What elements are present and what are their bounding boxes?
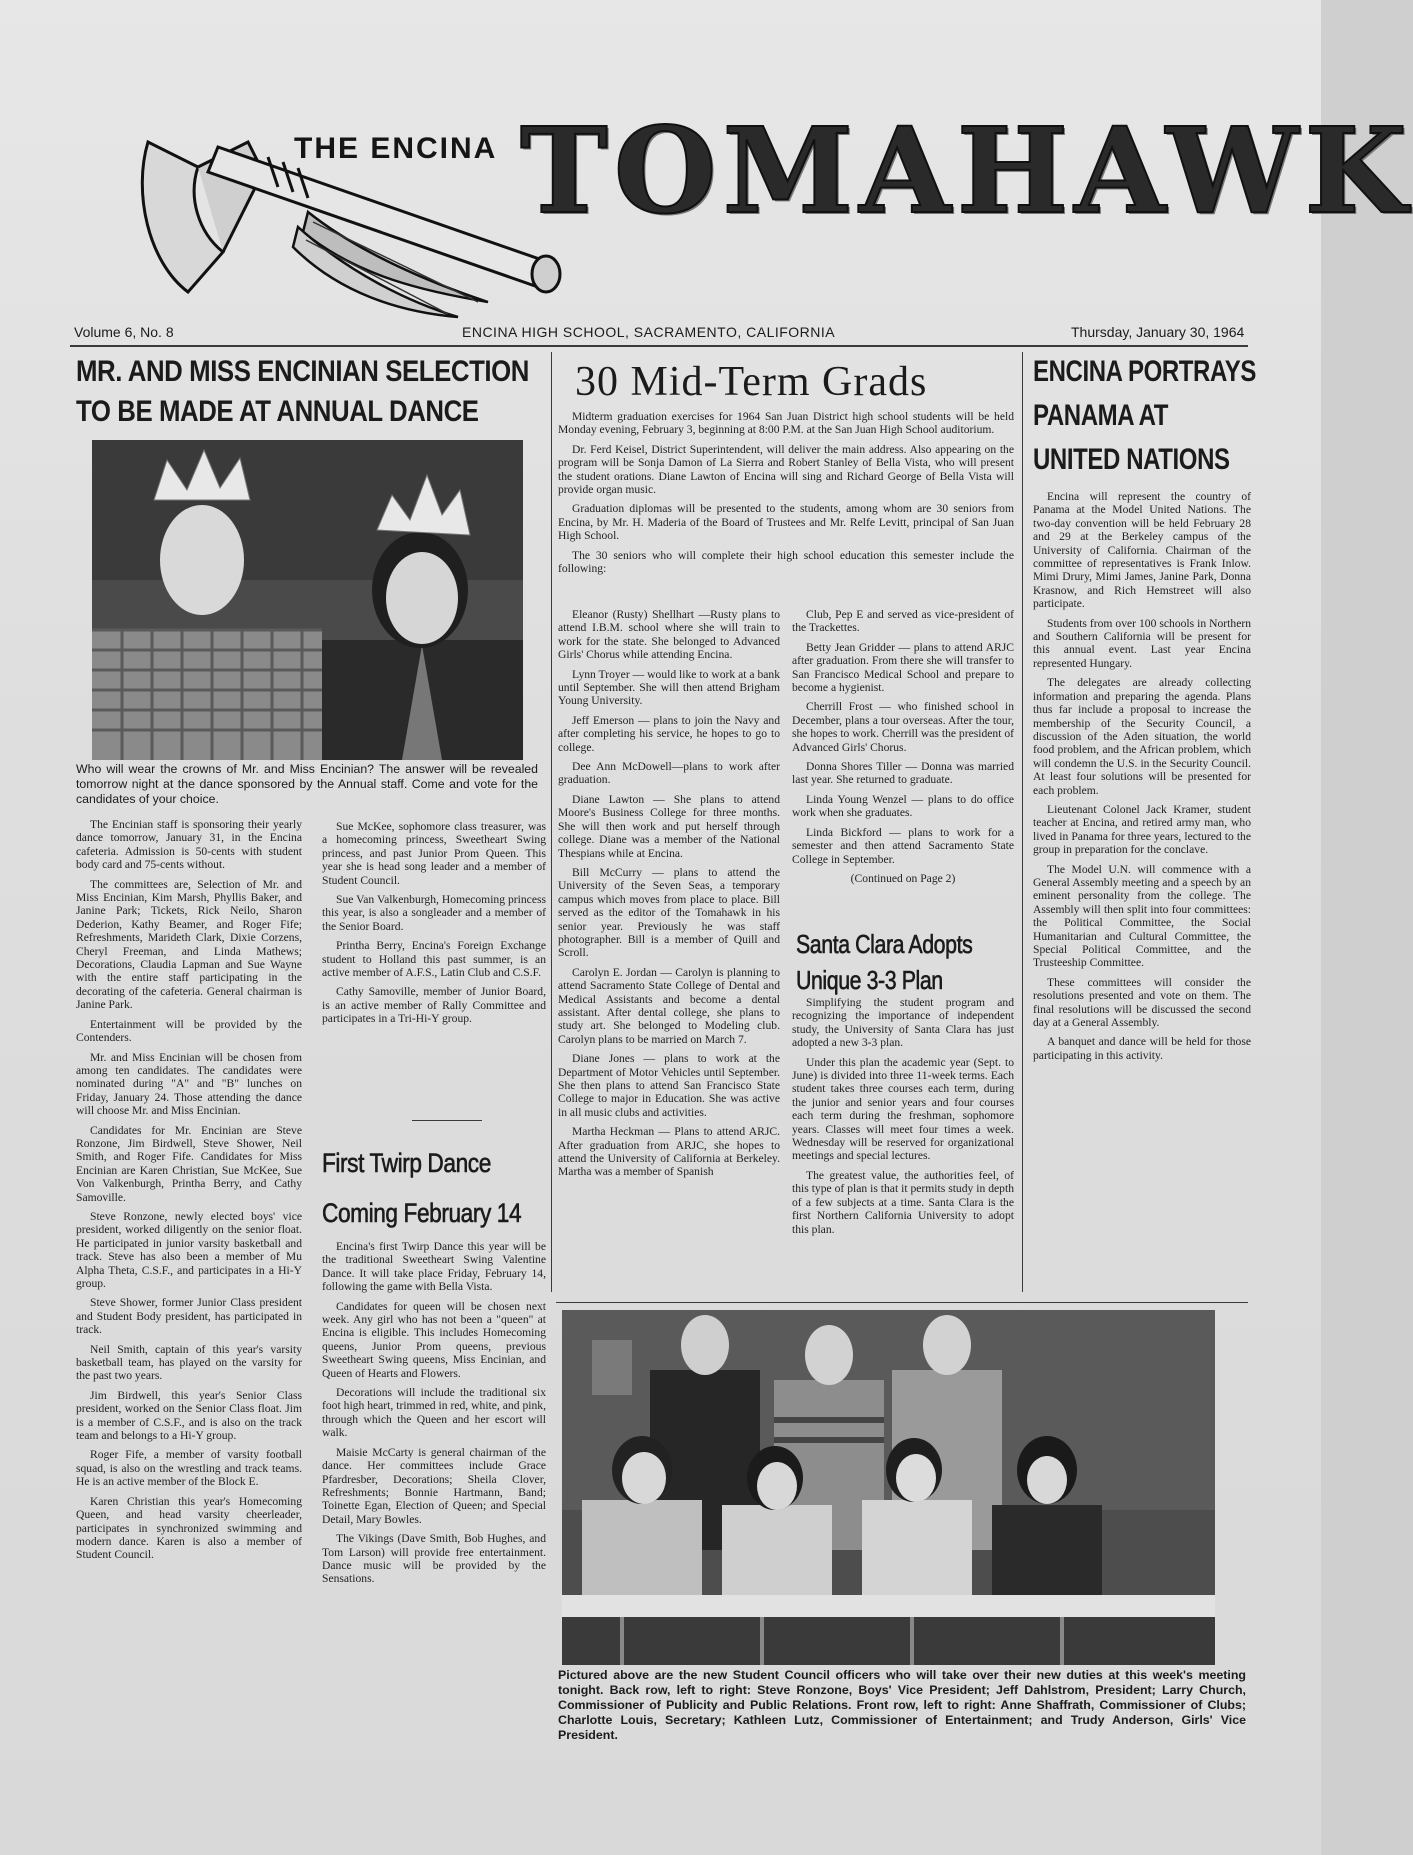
issue-date: Thursday, January 30, 1964: [1071, 324, 1245, 340]
article-separator: [412, 1120, 482, 1121]
paragraph: Linda Bickford — plans to work for a semester and then attend Sacramento State College in September.: [792, 825, 1014, 866]
panama-headline: [1033, 350, 1256, 482]
paragraph: Linda Young Wenzel — plans to do office work when she graduates.: [792, 792, 1014, 820]
paragraph: Candidates for Mr. Encinian are Steve Ronzone, Jim Birdwell, Steve Shower, Neil Smith, and Roger Fife. Candidates for Miss Encinian are Karen Christian, Sue McKee, Sue Von Valkenburgh, Printha Berry, and Cathy Samoville.: [76, 1123, 302, 1204]
encinian-crowns-photo: [92, 440, 523, 760]
article1-headline-line2: TO BE MADE AT ANNUAL DANCE: [76, 395, 479, 428]
continued-note: (Continued on Page 2): [850, 871, 956, 885]
paragraph: Encina will represent the country of Panama at the Model United Nations. The two-day convention will be held February 28 and 29 at the Berkeley campus of the University of California. Chairman of the committee of representatives is Frank Inlow. Mimi Drury, Mimi James, Janine Park, Donna Krasnow, and Rich Hemstreet will also participate.: [1033, 490, 1251, 611]
twirp-headline: [322, 1138, 540, 1238]
paragraph: The Vikings (Dave Smith, Bob Hughes, and Tom Larson) will provide free entertainment. Dance music will be provided by the Sensations.: [322, 1532, 546, 1586]
paragraph: Simplifying the student program and recognizing the importance of independent study, the University of Santa Clara has just adopted a new 3-3 plan.: [792, 996, 1014, 1050]
santa-clara-body: [792, 996, 1014, 1242]
paragraph: Dr. Ferd Keisel, District Superintendent, will deliver the main address. Also appearing on the program will be Sonja Damon of La Sierra and Robert Stanley of Bella Vista, who will present the student orations. Diane Lawton of Encina will sing and Richard George of Bella Vista will provide organ music.: [558, 442, 1014, 497]
twirp-body: [322, 1240, 546, 1592]
panama-headline-line3: UNITED NATIONS: [1033, 443, 1230, 476]
paragraph: Lynn Troyer — would like to work at a bank until September. She will then attend Brigham Young University.: [558, 667, 780, 708]
paragraph: The 30 seniors who will complete their high school education this semester include the following:: [558, 548, 1014, 576]
paragraph: A banquet and dance will be held for those participating in this activity.: [1033, 1035, 1251, 1062]
paragraph: Martha Heckman — Plans to attend ARJC. After graduation from ARJC, she hopes to attend the University of California at Berkeley. Martha was a member of Spanish: [558, 1125, 780, 1179]
paragraph: Club, Pep E and served as vice-president of the Trackettes.: [792, 608, 1014, 635]
paragraph: Graduation diplomas will be presented to the students, among whom are 30 seniors from Encina, by Mr. H. Maderia of the Board of Trustees and Mr. Relfe Levitt, principal of San Juan High School.: [558, 502, 1014, 543]
grads-intro: [558, 410, 1014, 581]
paragraph: Diane Lawton — She plans to attend Moore's Business College for three months. She will then work and put herself through college. Diane was a member of the National Thespians while at Encina.: [558, 792, 780, 860]
paragraph: Bill McCurry — plans to attend the University of the Seven Seas, a temporary campus which moves from place to place. Bill served as the editor of the Tomahawk in his senior year. Previously he was staff photographer. Bill is a member of Quill and Scroll.: [558, 865, 780, 960]
masthead-rule: [70, 345, 1248, 347]
paragraph: Under this plan the academic year (Sept. to June) is divided into three 11-week terms. Each student takes three courses each term, during the junior and senior years and four courses each term during the freshman, sophomore years. Classes will meet four times a week. Wednesday will be reserved for organizational meetings and special lectures.: [792, 1055, 1014, 1163]
paragraph: The Encinian staff is sponsoring their yearly dance tomorrow, January 31, in the Encina cafeteria. Admission is 50-cents with student body card and 75-cents without.: [76, 818, 302, 872]
paragraph: Sue Van Valkenburgh, Homecoming princess this year, is also a songleader and a member of the Senior Board.: [322, 893, 546, 933]
paragraph: Cherrill Frost — who finished school in December, plans a tour overseas. After the tour, she hopes to work. Cherrill was the president of Advanced Girls' Chorus.: [792, 700, 1014, 754]
paragraph: Donna Shores Tiller — Donna was married last year. She returned to graduate.: [792, 760, 1014, 787]
santa-clara-headline: [796, 926, 1009, 998]
panama-headline-line1: ENCINA PORTRAYS: [1033, 355, 1256, 388]
paragraph: Diane Jones — plans to work at the Department of Motor Vehicles until September. She then plans to attend San Francisco State College to major in Education. She was active in all music clubs and activities.: [558, 1052, 780, 1119]
article1-headline-line1: MR. AND MISS ENCINIAN SELECTION: [76, 355, 530, 388]
paragraph: Cathy Samoville, member of Junior Board, is an active member of Rally Committee and participates in a Tri-Hi-Y group.: [322, 985, 546, 1026]
grads-column-b: [792, 608, 1014, 891]
paragraph: Jim Birdwell, this year's Senior Class president, worked on the Senior Class float. Jim is a member of C.S.F., and is also on the track team and belongs to a Hi-Y group.: [76, 1388, 302, 1443]
student-council-photo: [562, 1310, 1215, 1665]
paragraph: The delegates are already collecting information and preparing the agenda. Plans thus far include a proposal to increase the membership of the Security Council, a discussion of the Aden situation, the world food problem, and the African problem, which will condemn the U.S. in the Security Council. At least four solutions will be presented for each problem.: [1033, 676, 1251, 797]
paragraph: These committees will consider the resolutions presented and vote on them. The final resolutions will be discussed the second day at a General Assembly.: [1033, 975, 1251, 1030]
paragraph: Neil Smith, captain of this year's varsity basketball team, has played on the varsity for the past two years.: [76, 1342, 302, 1383]
article1-column2: [322, 820, 546, 1032]
paragraph: Entertainment will be provided by the Contenders.: [76, 1017, 302, 1045]
paragraph: Lieutenant Colonel Jack Kramer, student teacher at Encina, and retired army man, who lived in Panama for three years, lectured to the group in preparation for the conclave.: [1033, 802, 1251, 857]
paragraph: Maisie McCarty is general chairman of the dance. Her committees include Grace Pfardresber, Decorations; Sheila Clover, Refreshments; Bonnie Hartmann, Band; Toinette Egan, Election of Queen; and Special Detail, Mary Bowles.: [322, 1445, 546, 1526]
grads-headline: 30 Mid-Term Grads: [575, 359, 928, 405]
paragraph: Mr. and Miss Encinian will be chosen from among ten candidates. The candidates were nominated during "A" and "B" lunches on Friday, January 24. Those attending the dance will choose Mr. and Miss Encinian.: [76, 1050, 302, 1118]
paragraph: Candidates for queen will be chosen next week. Any girl who has not been a "queen" at Encina is eligible. This includes Homecoming queens, Junior Prom queens, previous Sweetheart Swing queens, Miss Encinian, and Queen of Hearts and Flowers.: [322, 1299, 546, 1380]
paragraph: Sue McKee, sophomore class treasurer, was a homecoming princess, Sweetheart Swing princess, and past Junior Prom Queen. This year she is head song leader and a member of Student Council.: [322, 820, 546, 887]
paragraph: Karen Christian this year's Homecoming Queen, and head varsity cheerleader, participates in synchronized swimming and modern dance. Karen is also a member of Student Council.: [76, 1494, 302, 1562]
paragraph: Steve Shower, former Junior Class president and Student Body president, has participated in track.: [76, 1296, 302, 1337]
volume-number: Volume 6, No. 8: [74, 324, 174, 340]
twirp-headline-line2: Coming February 14: [322, 1198, 522, 1228]
photo-top-rule: [556, 1302, 1248, 1303]
paragraph: Encina's first Twirp Dance this year will be the traditional Sweetheart Swing Valentine Dance. It will take place Friday, February 14, following the game with Bella Vista.: [322, 1240, 546, 1294]
council-photo-caption: Pictured above are the new Student Council officers who will take over their new duties at this week's meeting tonight. Back row, left to right: Steve Ronzone, Boys' Vice President; Jeff Dahlstrom, President; Larry Church, Commissioner of Publicity and Public Relations. Front row, left to right: Anne Shaffrath, Commissioner of Clubs; Charlotte Louis, Secretary; Kathleen Lutz, Commissioner of Entertainment; and Trudy Anderson, Girls' Vice President.: [558, 1668, 1246, 1742]
panama-headline-line2: PANAMA AT: [1033, 399, 1169, 432]
santa-clara-headline-line2: Unique 3-3 Plan: [796, 965, 943, 995]
paragraph: The committees are, Selection of Mr. and Miss Encinian, Kim Marsh, Phyllis Baker, and Janine Park; Tickets, Rick Neilo, Sharon Dederion, Kathy Beamer, and Roger Fife; Refreshments, Marideth Clark, Dixie Corzens, Cheryl Freeman, and Linda Mathews; Decorations, Claudia Lapman and Sue Wayne with the entire staff participating in the decorating of the cafeteria. General chairman is Janine Park.: [76, 877, 302, 1012]
paragraph: Midterm graduation exercises for 1964 San Juan District high school students will be held Monday evening, February 3, beginning at 8:00 P.M. at the San Juan High School auditorium.: [558, 410, 1014, 437]
paragraph: Carolyn E. Jordan — Carolyn is planning to attend Sacramento State College of Dental and Medical Assistants and become a dental assistant. After dental college, she plans to study art. She belonged to Modeling club. Carolyn plans to be married on March 7.: [558, 965, 780, 1046]
paragraph: Roger Fife, a member of varsity football squad, is also on the wrestling and track teams. He is an active member of the Block E.: [76, 1448, 302, 1489]
paragraph: Steve Ronzone, newly elected boys' vice president, worked diligently on the senior float. He participated in junior varsity basketball and track. Steve has also been a member of Mu Alpha Theta, C.S.F., and participates in a Hi-Y group.: [76, 1209, 302, 1290]
paragraph: Printha Berry, Encina's Foreign Exchange student to Holland this past summer, is an active member of A.F.S., Latin Club and C.S.F.: [322, 939, 546, 980]
paragraph: The greatest value, the authorities feel, of this type of plan is that it permits study in depth of a few subjects at a time. Santa Clara is the first Northern California University to adopt this plan.: [792, 1168, 1014, 1236]
grads-column-a: [558, 608, 780, 1185]
paragraph: Dee Ann McDowell—plans to work after graduation.: [558, 760, 780, 787]
panama-body: [1033, 490, 1251, 1068]
paragraph: The Model U.N. will commence with a General Assembly meeting and a speech by an eminent personality from the college. The Assembly will then split into four committees: the Political Committee, the Social Humanitarian and Cultural Committee, the Special Political Committee, and the Trusteeship Committee.: [1033, 862, 1251, 970]
paragraph: Betty Jean Gridder — plans to attend ARJC after graduation. From there she will transfer to San Francisco Medical School and prepare to become a hygienist.: [792, 640, 1014, 695]
column-rule: [551, 352, 552, 1292]
masthead-title: TOMAHAWK: [520, 101, 1413, 240]
paragraph: Eleanor (Rusty) Shellhart —Rusty plans to attend I.B.M. school where she will train to work for the state. She belonged to Advanced Girls' Chorus while attending Encina.: [558, 608, 780, 662]
paragraph: Jeff Emerson — plans to join the Navy and after completing his service, he hopes to go to college.: [558, 713, 780, 754]
santa-clara-headline-line1: Santa Clara Adopts: [796, 929, 973, 959]
article1-headline: [76, 352, 530, 432]
paragraph: Students from over 100 schools in Northern and Southern California will be present for this annual event. Last year Encina represented Hungary.: [1033, 616, 1251, 670]
twirp-headline-line1: First Twirp Dance: [322, 1148, 491, 1178]
masthead-prefix: THE ENCINA: [294, 132, 498, 165]
article1-column1: [76, 818, 302, 1568]
paragraph: Decorations will include the traditional six foot high heart, trimmed in red, white, and pink, through which the Queen and her escort will walk.: [322, 1386, 546, 1440]
encinian-photo-caption: Who will wear the crowns of Mr. and Miss Encinian? The answer will be revealed tomorrow night at the dance sponsored by the Annual staff. Come and vote for the candidates of your choice.: [76, 762, 538, 806]
school-name: ENCINA HIGH SCHOOL, SACRAMENTO, CALIFORNIA: [462, 324, 836, 340]
column-rule: [1022, 352, 1023, 1292]
